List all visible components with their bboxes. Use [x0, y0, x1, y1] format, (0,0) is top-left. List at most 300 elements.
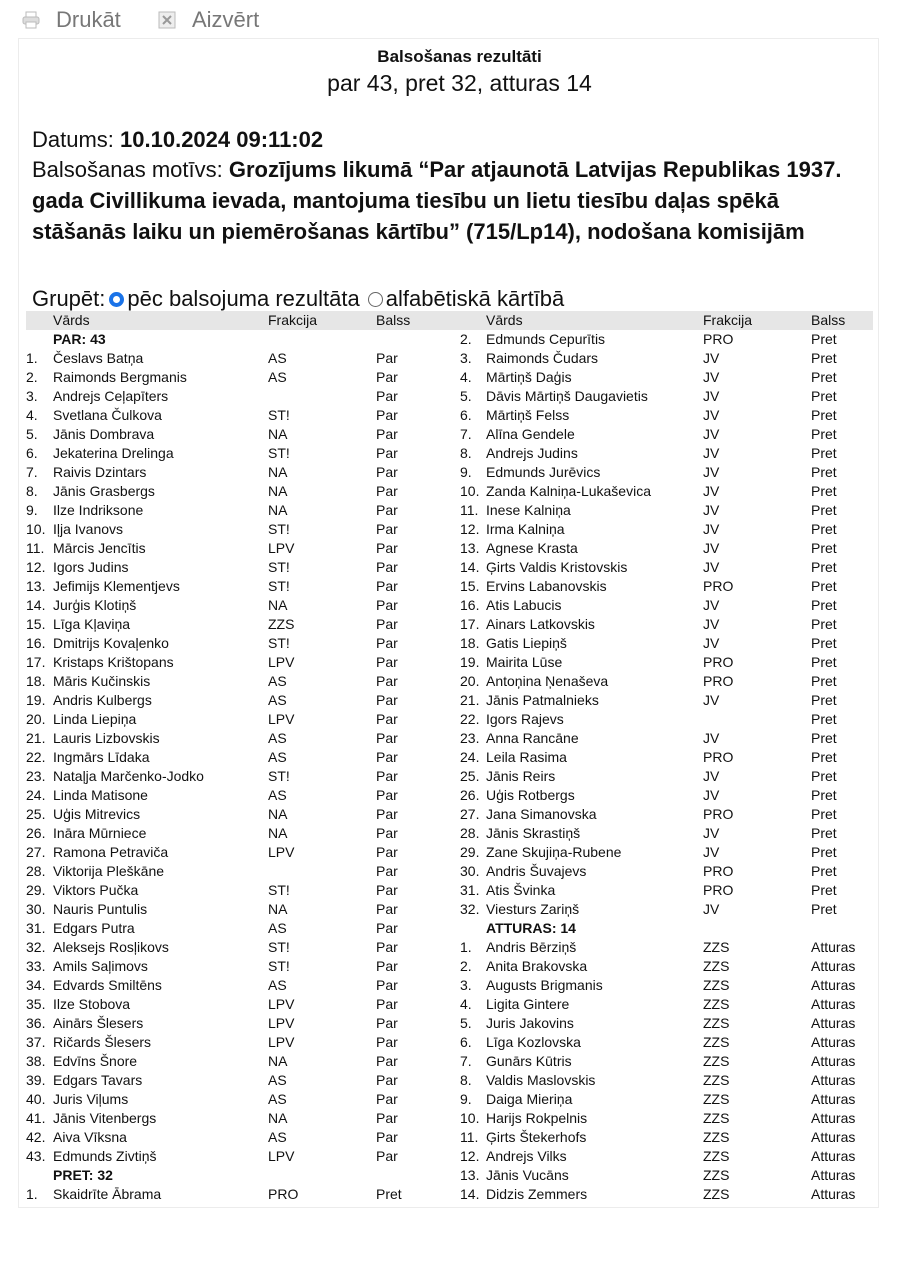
member-faction: JV: [703, 730, 720, 746]
table-row: [26, 387, 873, 406]
member-faction: JV: [703, 692, 720, 708]
member-faction: LPV: [268, 1015, 295, 1031]
close-button[interactable]: [158, 6, 259, 34]
row-number: 18.: [26, 673, 46, 689]
member-faction: ZZS: [703, 939, 730, 955]
row-number: 35.: [26, 996, 46, 1012]
member-faction: JV: [703, 616, 720, 632]
member-vote: Par: [376, 407, 398, 423]
member-vote: Pret: [811, 426, 837, 442]
col-name-header: Vārds: [53, 312, 90, 328]
row-number: 14.: [460, 1186, 480, 1202]
member-vote: Pret: [811, 464, 837, 480]
member-faction: JV: [703, 768, 720, 784]
row-number: 9.: [460, 1091, 472, 1107]
member-vote: Par: [376, 673, 398, 689]
toolbar: [0, 0, 919, 40]
member-vote: Par: [376, 483, 398, 499]
member-name: Jefimijs Klementjevs: [53, 578, 180, 594]
member-vote: Pret: [811, 711, 837, 727]
member-name: Jānis Vitenbergs: [53, 1110, 157, 1126]
member-name: Didzis Zemmers: [486, 1186, 588, 1202]
member-vote: Pret: [811, 844, 837, 860]
member-vote: Pret: [811, 483, 837, 499]
table-row: [26, 615, 873, 634]
row-number: 2.: [26, 369, 38, 385]
row-number: 25.: [26, 806, 46, 822]
row-number: 3.: [460, 350, 472, 366]
member-name: Ilze Indriksone: [53, 502, 144, 518]
group-heading: PRET: 32: [53, 1167, 113, 1183]
member-faction: AS: [268, 350, 287, 366]
table-row: [26, 881, 873, 900]
member-name: Ričards Šlesers: [53, 1034, 152, 1050]
member-vote: Pret: [811, 882, 837, 898]
member-faction: ST!: [268, 445, 290, 461]
member-vote: Par: [376, 1148, 398, 1164]
member-name: Andris Šuvajevs: [486, 863, 587, 879]
row-number: 17.: [26, 654, 46, 670]
member-vote: Par: [376, 616, 398, 632]
member-faction: ZZS: [703, 1110, 730, 1126]
member-name: Jekaterina Drelinga: [53, 445, 174, 461]
row-number: 5.: [26, 426, 38, 442]
row-number: 31.: [460, 882, 480, 898]
row-number: 13.: [26, 578, 46, 594]
radio-alphabetical[interactable]: [368, 292, 383, 307]
member-faction: ZZS: [703, 1015, 730, 1031]
member-name: Atis Labucis: [486, 597, 562, 613]
group-label: Grupēt:: [32, 286, 106, 311]
member-faction: JV: [703, 407, 720, 423]
table-row: [26, 843, 873, 862]
member-faction: LPV: [268, 654, 295, 670]
member-name: Iļja Ivanovs: [53, 521, 124, 537]
row-number: 23.: [26, 768, 46, 784]
member-faction: NA: [268, 1110, 288, 1126]
row-number: 30.: [26, 901, 46, 917]
member-vote: Par: [376, 749, 398, 765]
row-number: 37.: [26, 1034, 46, 1050]
member-vote: Pret: [811, 692, 837, 708]
member-vote: Pret: [811, 540, 837, 556]
row-number: 4.: [26, 407, 38, 423]
row-number: 1.: [26, 1186, 38, 1202]
member-faction: ZZS: [703, 996, 730, 1012]
member-vote: Par: [376, 996, 398, 1012]
row-number: 5.: [460, 388, 472, 404]
group-selector: [32, 283, 564, 314]
table-row: [26, 1033, 873, 1052]
col-name-header: Vārds: [486, 312, 523, 328]
member-vote: Par: [376, 844, 398, 860]
member-name: Jānis Grasbergs: [53, 483, 155, 499]
member-name: Līga Kozlovska: [486, 1034, 581, 1050]
row-number: 41.: [26, 1110, 46, 1126]
member-name: Ervins Labanovskis: [486, 578, 607, 594]
row-number: 19.: [26, 692, 46, 708]
row-number: 5.: [460, 1015, 472, 1031]
member-faction: NA: [268, 806, 288, 822]
row-number: 30.: [460, 863, 480, 879]
table-row: [26, 1090, 873, 1109]
member-name: Igors Rajevs: [486, 711, 564, 727]
member-name: Ramona Petraviča: [53, 844, 169, 860]
member-faction: PRO: [268, 1186, 299, 1202]
row-number: 7.: [460, 426, 472, 442]
member-faction: JV: [703, 369, 720, 385]
row-number: 11.: [460, 1129, 479, 1145]
row-number: 4.: [460, 369, 472, 385]
row-number: 28.: [26, 863, 46, 879]
member-name: Amils Saļimovs: [53, 958, 148, 974]
table-row: [26, 862, 873, 881]
row-number: 8.: [460, 1072, 472, 1088]
row-number: 29.: [26, 882, 46, 898]
table-row: [26, 1185, 873, 1204]
row-number: 17.: [460, 616, 480, 632]
table-row: [26, 577, 873, 596]
date-value: 10.10.2024 09:11:02: [120, 127, 324, 152]
member-vote: Pret: [811, 578, 837, 594]
member-faction: JV: [703, 483, 720, 499]
member-faction: ST!: [268, 958, 290, 974]
member-name: Mārtiņš Felss: [486, 407, 570, 423]
member-vote: Atturas: [811, 977, 856, 993]
member-faction: NA: [268, 901, 288, 917]
member-name: Jānis Skrastiņš: [486, 825, 581, 841]
table-row: [26, 558, 873, 577]
member-name: Dāvis Mārtiņš Daugavietis: [486, 388, 648, 404]
row-number: 12.: [26, 559, 46, 575]
member-name: Jana Simanovska: [486, 806, 597, 822]
member-faction: JV: [703, 521, 720, 537]
member-faction: ZZS: [703, 1034, 730, 1050]
radio-by-result[interactable]: [109, 292, 124, 307]
member-vote: Par: [376, 787, 398, 803]
member-vote: Par: [376, 977, 398, 993]
member-vote: Atturas: [811, 1110, 856, 1126]
member-vote: Par: [376, 578, 398, 594]
member-vote: Par: [376, 540, 398, 556]
member-vote: Atturas: [811, 1053, 856, 1069]
row-number: 6.: [460, 1034, 472, 1050]
table-row: [26, 767, 873, 786]
member-faction: ST!: [268, 939, 290, 955]
member-vote: Par: [376, 1129, 398, 1145]
table-row: [26, 919, 873, 938]
row-number: 13.: [460, 1167, 480, 1183]
member-vote: Atturas: [811, 958, 856, 974]
member-vote: Atturas: [811, 1015, 856, 1031]
member-name: Valdis Maslovskis: [486, 1072, 596, 1088]
member-faction: NA: [268, 426, 288, 442]
member-name: Zanda Kalniņa-Lukaševica: [486, 483, 651, 499]
table-row: [26, 672, 873, 691]
row-number: 14.: [26, 597, 46, 613]
radio-by-result-label[interactable]: pēc balsojuma rezultāta: [127, 286, 360, 311]
member-name: Ainārs Šlesers: [53, 1015, 144, 1031]
print-button[interactable]: [22, 6, 121, 34]
member-vote: Par: [376, 730, 398, 746]
member-name: Leila Rasima: [486, 749, 567, 765]
member-name: Linda Liepiņa: [53, 711, 137, 727]
group-heading: ATTURAS: 14: [486, 920, 576, 936]
member-vote: Pret: [811, 825, 837, 841]
member-name: Uģis Rotbergs: [486, 787, 575, 803]
table-row: [26, 900, 873, 919]
table-row: [26, 786, 873, 805]
table-row: [26, 501, 873, 520]
member-name: Gunārs Kūtris: [486, 1053, 572, 1069]
row-number: 3.: [460, 977, 472, 993]
member-vote: Pret: [811, 863, 837, 879]
member-vote: Par: [376, 521, 398, 537]
table-row: [26, 425, 873, 444]
row-number: 15.: [460, 578, 480, 594]
table-row: [26, 824, 873, 843]
row-number: 12.: [460, 521, 480, 537]
row-number: 42.: [26, 1129, 46, 1145]
member-faction: LPV: [268, 1148, 295, 1164]
member-vote: Pret: [376, 1186, 402, 1202]
member-vote: Par: [376, 768, 398, 784]
table-row: [26, 1147, 873, 1166]
printer-icon: [22, 11, 40, 29]
row-number: 19.: [460, 654, 480, 670]
member-name: Līga Kļaviņa: [53, 616, 131, 632]
row-number: 9.: [26, 502, 38, 518]
member-faction: PRO: [703, 673, 734, 689]
member-faction: AS: [268, 920, 287, 936]
member-name: Edgars Putra: [53, 920, 135, 936]
member-vote: Par: [376, 426, 398, 442]
member-vote: Pret: [811, 597, 837, 613]
member-name: Raivis Dzintars: [53, 464, 147, 480]
member-name: Jurģis Klotiņš: [53, 597, 137, 613]
member-faction: ZZS: [703, 1053, 730, 1069]
table-row: [26, 634, 873, 653]
member-name: Mairita Lūse: [486, 654, 563, 670]
member-faction: NA: [268, 1053, 288, 1069]
row-number: 3.: [26, 388, 38, 404]
member-vote: Pret: [811, 654, 837, 670]
motive-label: Balsošanas motīvs:: [32, 157, 229, 182]
row-number: 22.: [26, 749, 46, 765]
row-number: 32.: [460, 901, 480, 917]
member-vote: Pret: [811, 749, 837, 765]
row-number: 27.: [26, 844, 46, 860]
row-number: 23.: [460, 730, 480, 746]
member-vote: Par: [376, 711, 398, 727]
date-line: [32, 124, 323, 155]
row-number: 20.: [460, 673, 480, 689]
member-faction: AS: [268, 977, 287, 993]
member-vote: Atturas: [811, 1091, 856, 1107]
member-vote: Par: [376, 635, 398, 651]
row-number: 29.: [460, 844, 480, 860]
member-name: Atis Švinka: [486, 882, 556, 898]
row-number: 26.: [26, 825, 46, 841]
member-vote: Par: [376, 1015, 398, 1031]
row-number: 15.: [26, 616, 46, 632]
member-name: Viktorija Pleškāne: [53, 863, 165, 879]
page-title: Balsošanas rezultāti: [377, 47, 542, 66]
member-name: Jānis Patmalnieks: [486, 692, 599, 708]
motive-line: [32, 154, 872, 247]
member-vote: Par: [376, 1053, 398, 1069]
member-name: Česlavs Batņa: [53, 350, 144, 366]
member-name: Māris Kučinskis: [53, 673, 151, 689]
row-number: 24.: [26, 787, 46, 803]
member-faction: AS: [268, 730, 287, 746]
table-row: [26, 463, 873, 482]
table-row: [26, 748, 873, 767]
member-faction: PRO: [703, 331, 734, 347]
member-faction: AS: [268, 1072, 287, 1088]
member-name: Mārtiņš Daģis: [486, 369, 572, 385]
member-vote: Par: [376, 863, 398, 879]
member-vote: Pret: [811, 673, 837, 689]
member-faction: ZZS: [703, 1148, 730, 1164]
member-vote: Par: [376, 350, 398, 366]
member-vote: Par: [376, 445, 398, 461]
member-vote: Pret: [811, 616, 837, 632]
member-name: Viktors Pučka: [53, 882, 139, 898]
row-number: 36.: [26, 1015, 46, 1031]
member-vote: Par: [376, 597, 398, 613]
member-faction: LPV: [268, 1034, 295, 1050]
table-row: [26, 349, 873, 368]
radio-alphabetical-label[interactable]: alfabētiskā kārtībā: [385, 286, 565, 311]
member-vote: Par: [376, 1110, 398, 1126]
member-faction: PRO: [703, 863, 734, 879]
member-vote: Pret: [811, 388, 837, 404]
table-row: [26, 1014, 873, 1033]
member-faction: JV: [703, 787, 720, 803]
member-name: Nauris Puntulis: [53, 901, 148, 917]
row-number: 31.: [26, 920, 46, 936]
member-name: Augusts Brigmanis: [486, 977, 603, 993]
table-header: [26, 311, 873, 330]
row-number: 40.: [26, 1091, 46, 1107]
table-row: [26, 1071, 873, 1090]
member-name: Alīna Gendele: [486, 426, 575, 442]
member-name: Kristaps Krištopans: [53, 654, 174, 670]
member-faction: PRO: [703, 578, 734, 594]
member-name: Mārcis Jencītis: [53, 540, 146, 556]
close-label: Aizvērt: [192, 7, 260, 32]
member-faction: NA: [268, 483, 288, 499]
member-faction: ST!: [268, 882, 290, 898]
table-row: [26, 1052, 873, 1071]
member-faction: AS: [268, 692, 287, 708]
member-faction: AS: [268, 787, 287, 803]
member-name: Andris Bērziņš: [486, 939, 577, 955]
member-faction: JV: [703, 445, 720, 461]
motive-value: Grozījums likumā “Par atjaunotā Latvijas Republikas 1937. gada Civillikuma ievada, mantojuma tiesību un lietu tiesību daļas spēkā stāšanās laiku un piemērošanas kārtību” (715/Lp14), nodošana komisijām: [32, 157, 842, 244]
member-name: Svetlana Čulkova: [53, 407, 162, 423]
group-heading: PAR: 43: [53, 331, 106, 347]
member-faction: ZZS: [703, 1167, 730, 1183]
row-number: 4.: [460, 996, 472, 1012]
member-vote: Pret: [811, 806, 837, 822]
member-name: Dmitrijs Kovaļenko: [53, 635, 169, 651]
row-number: 26.: [460, 787, 480, 803]
member-name: Raimonds Čudars: [486, 350, 599, 366]
row-number: 33.: [26, 958, 46, 974]
member-vote: Par: [376, 559, 398, 575]
table-row: [26, 406, 873, 425]
member-name: Harijs Rokpelnis: [486, 1110, 588, 1126]
member-name: Andrejs Vilks: [486, 1148, 567, 1164]
member-vote: Atturas: [811, 996, 856, 1012]
row-number: 16.: [26, 635, 46, 651]
member-faction: JV: [703, 388, 720, 404]
member-faction: NA: [268, 597, 288, 613]
member-vote: Pret: [811, 730, 837, 746]
member-faction: JV: [703, 559, 720, 575]
member-name: Andrejs Ceļapīters: [53, 388, 169, 404]
table-row: [26, 957, 873, 976]
member-faction: ST!: [268, 635, 290, 651]
member-name: Anna Rancāne: [486, 730, 579, 746]
member-name: Antoņina Ņenaševa: [486, 673, 609, 689]
member-name: Andrejs Judins: [486, 445, 578, 461]
table-row: [26, 729, 873, 748]
row-number: 1.: [26, 350, 38, 366]
row-number: 11.: [26, 540, 45, 556]
member-name: Ingmārs Līdaka: [53, 749, 150, 765]
member-faction: JV: [703, 844, 720, 860]
member-vote: Pret: [811, 445, 837, 461]
member-vote: Par: [376, 1072, 398, 1088]
member-vote: Atturas: [811, 1186, 856, 1202]
member-faction: ZZS: [703, 1186, 730, 1202]
row-number: 24.: [460, 749, 480, 765]
member-vote: Par: [376, 502, 398, 518]
member-faction: ST!: [268, 407, 290, 423]
row-number: 34.: [26, 977, 46, 993]
member-name: Jānis Dombrava: [53, 426, 155, 442]
member-name: Viesturs Zariņš: [486, 901, 580, 917]
member-name: Juris Jakovins: [486, 1015, 574, 1031]
member-name: Nataļja Marčenko-Jodko: [53, 768, 204, 784]
date-label: Datums:: [32, 127, 121, 152]
results-table: [26, 311, 873, 1204]
print-label: Drukāt: [56, 7, 121, 32]
row-number: 12.: [460, 1148, 480, 1164]
member-faction: JV: [703, 350, 720, 366]
member-vote: Pret: [811, 768, 837, 784]
row-number: 21.: [26, 730, 46, 746]
row-number: 10.: [460, 483, 480, 499]
row-number: 16.: [460, 597, 480, 613]
member-faction: PRO: [703, 882, 734, 898]
member-name: Ainars Latkovskis: [486, 616, 595, 632]
row-number: 43.: [26, 1148, 46, 1164]
member-vote: Atturas: [811, 1034, 856, 1050]
member-vote: Par: [376, 464, 398, 480]
row-number: 21.: [460, 692, 480, 708]
row-number: 18.: [460, 635, 480, 651]
member-name: Jānis Vucāns: [486, 1167, 569, 1183]
member-name: Irma Kalniņa: [486, 521, 565, 537]
member-name: Edmunds Jurēvics: [486, 464, 601, 480]
col-faction-header: Frakcija: [703, 312, 753, 328]
member-faction: ZZS: [703, 1072, 730, 1088]
member-name: Edgars Tavars: [53, 1072, 143, 1088]
